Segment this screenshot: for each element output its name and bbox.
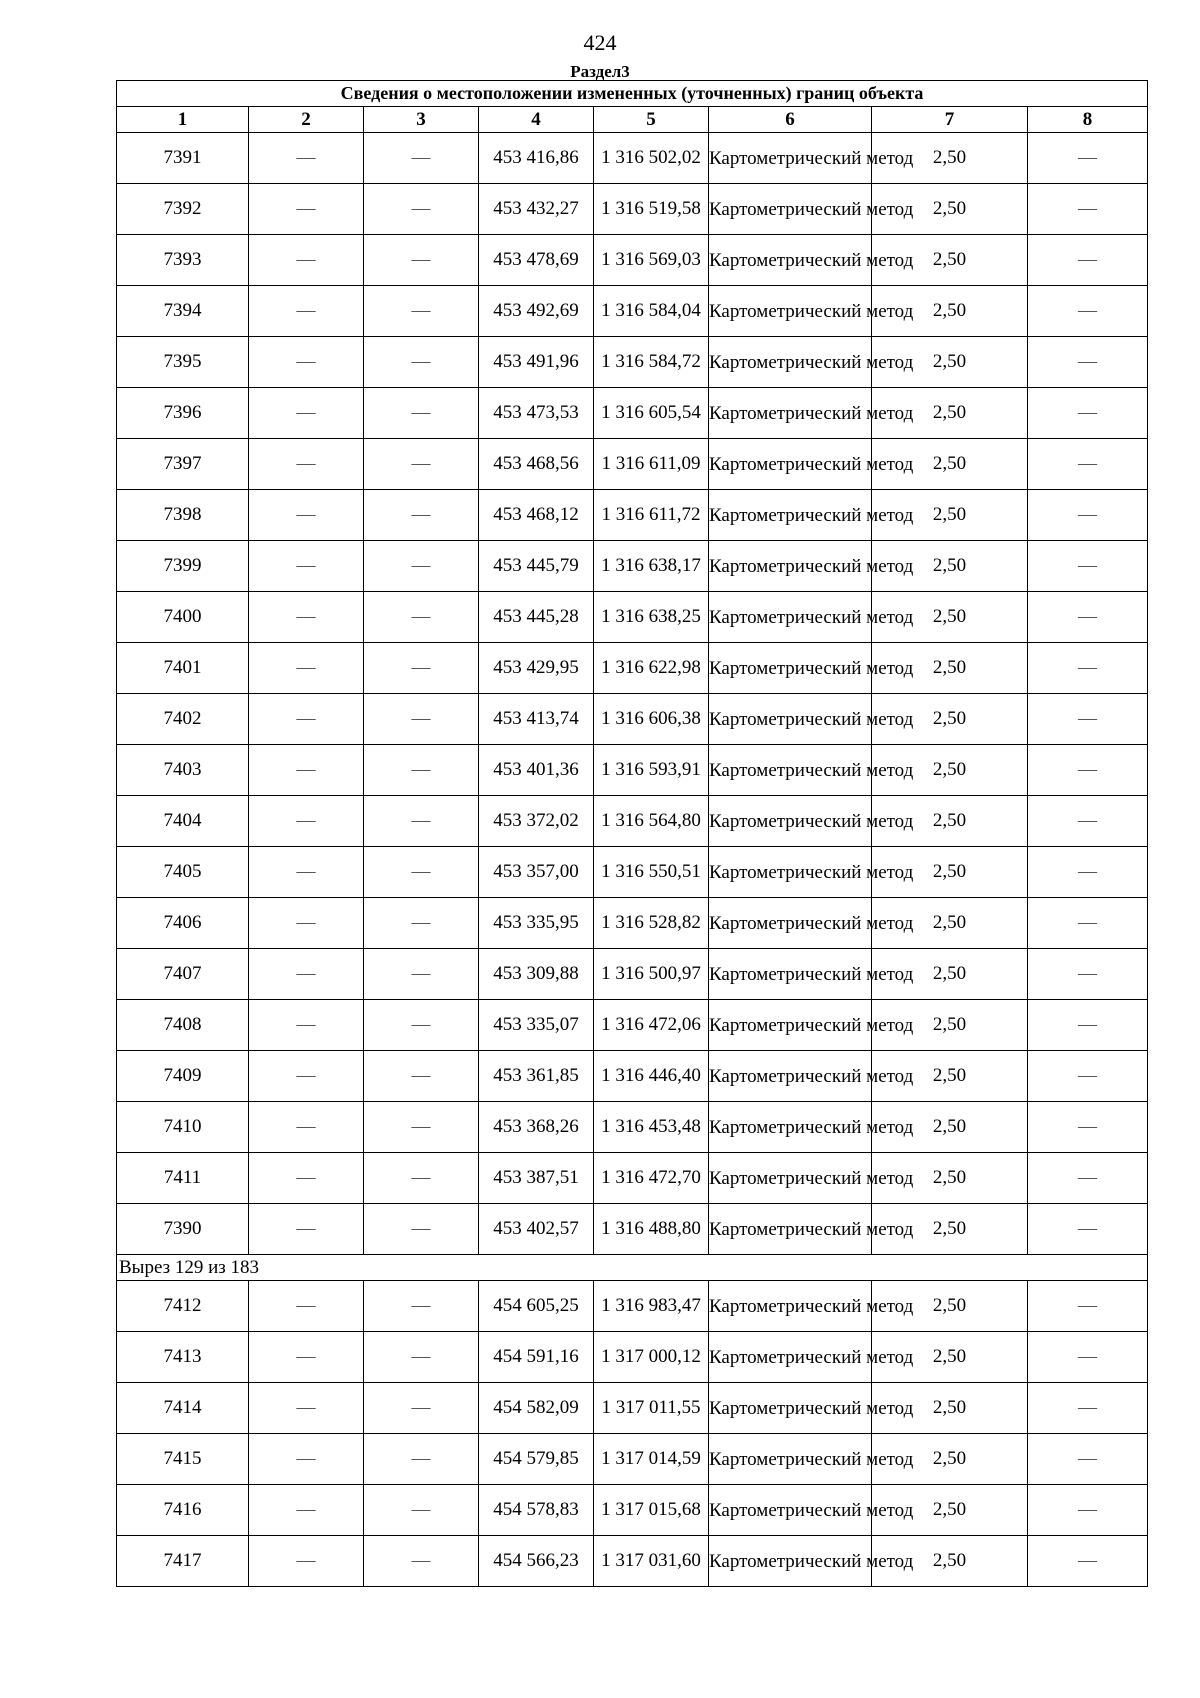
method-cell: Картометрический метод [709,1000,872,1051]
col8-cell: — [1028,1102,1148,1153]
column-header: 8 [1028,107,1148,133]
table-row [117,541,1148,592]
x-coordinate-cell: 453 445,28 [479,592,594,643]
method-cell: Картометрический метод [709,1281,872,1332]
table-row [117,184,1148,235]
x-coordinate-cell: 453 468,12 [479,490,594,541]
col2-cell: — [249,1536,364,1587]
col3-cell: — [364,439,479,490]
point-number-cell: 7411 [117,1153,249,1204]
point-number-cell: 7396 [117,388,249,439]
y-coordinate-cell: 1 316 593,91 [594,745,709,796]
method-cell: Картометрический метод [709,643,872,694]
column-header: 7 [872,107,1028,133]
col3-cell: — [364,1332,479,1383]
table-row [117,133,1148,184]
col8-cell: — [1028,337,1148,388]
column-header: 1 [117,107,249,133]
x-coordinate-cell: 454 578,83 [479,1485,594,1536]
column-header: 5 [594,107,709,133]
table-row [117,898,1148,949]
y-coordinate-cell: 1 316 584,04 [594,286,709,337]
y-coordinate-cell: 1 317 015,68 [594,1485,709,1536]
x-coordinate-cell: 453 416,86 [479,133,594,184]
point-number-cell: 7408 [117,1000,249,1051]
col2-cell: — [249,1383,364,1434]
point-number-cell: 7394 [117,286,249,337]
point-number-cell: 7409 [117,1051,249,1102]
col3-cell: — [364,847,479,898]
col8-cell: — [1028,1485,1148,1536]
col2-cell: — [249,337,364,388]
col3-cell: — [364,541,479,592]
method-cell: Картометрический метод [709,184,872,235]
x-coordinate-cell: 453 473,53 [479,388,594,439]
subsection-label: Вырез 129 из 183 [117,1255,1148,1281]
col3-cell: — [364,133,479,184]
y-coordinate-cell: 1 316 528,82 [594,898,709,949]
point-number-cell: 7393 [117,235,249,286]
table-row [117,1102,1148,1153]
table-row [117,796,1148,847]
col2-cell: — [249,490,364,541]
method-cell: Картометрический метод [709,235,872,286]
x-coordinate-cell: 453 368,26 [479,1102,594,1153]
point-number-cell: 7410 [117,1102,249,1153]
col8-cell: — [1028,541,1148,592]
y-coordinate-cell: 1 316 638,17 [594,541,709,592]
table-row [117,847,1148,898]
accuracy-cell: 2,50 [872,898,1028,949]
y-coordinate-cell: 1 316 453,48 [594,1102,709,1153]
point-number-cell: 7414 [117,1383,249,1434]
col2-cell: — [249,694,364,745]
col3-cell: — [364,184,479,235]
point-number-cell: 7417 [117,1536,249,1587]
method-cell: Картометрический метод [709,1485,872,1536]
accuracy-cell: 2,50 [872,286,1028,337]
subsection-row [117,1255,1148,1281]
accuracy-cell: 2,50 [872,337,1028,388]
col8-cell: — [1028,1281,1148,1332]
method-cell: Картометрический метод [709,337,872,388]
method-cell: Картометрический метод [709,1536,872,1587]
point-number-cell: 7407 [117,949,249,1000]
col8-cell: — [1028,1000,1148,1051]
point-number-cell: 7415 [117,1434,249,1485]
method-cell: Картометрический метод [709,133,872,184]
col8-cell: — [1028,949,1148,1000]
accuracy-cell: 2,50 [872,1281,1028,1332]
col8-cell: — [1028,694,1148,745]
y-coordinate-cell: 1 317 000,12 [594,1332,709,1383]
col3-cell: — [364,1153,479,1204]
x-coordinate-cell: 454 605,25 [479,1281,594,1332]
col8-cell: — [1028,133,1148,184]
table-row [117,592,1148,643]
y-coordinate-cell: 1 316 550,51 [594,847,709,898]
x-coordinate-cell: 453 309,88 [479,949,594,1000]
y-coordinate-cell: 1 316 622,98 [594,643,709,694]
point-number-cell: 7412 [117,1281,249,1332]
point-number-cell: 7400 [117,592,249,643]
x-coordinate-cell: 453 335,95 [479,898,594,949]
col8-cell: — [1028,439,1148,490]
col3-cell: — [364,592,479,643]
col2-cell: — [249,1051,364,1102]
point-number-cell: 7395 [117,337,249,388]
col2-cell: — [249,1153,364,1204]
col2-cell: — [249,439,364,490]
col2-cell: — [249,1332,364,1383]
accuracy-cell: 2,50 [872,1153,1028,1204]
x-coordinate-cell: 453 492,69 [479,286,594,337]
y-coordinate-cell: 1 316 446,40 [594,1051,709,1102]
col8-cell: — [1028,847,1148,898]
col8-cell: — [1028,235,1148,286]
accuracy-cell: 2,50 [872,1102,1028,1153]
col2-cell: — [249,796,364,847]
table-row [117,745,1148,796]
x-coordinate-cell: 453 402,57 [479,1204,594,1255]
section-label: Раздел3 [570,62,630,81]
col8-cell: — [1028,796,1148,847]
col8-cell: — [1028,490,1148,541]
col2-cell: — [249,592,364,643]
col8-cell: — [1028,1434,1148,1485]
accuracy-cell: 2,50 [872,949,1028,1000]
col3-cell: — [364,949,479,1000]
method-cell: Картометрический метод [709,1102,872,1153]
table-row [117,337,1148,388]
col3-cell: — [364,898,479,949]
accuracy-cell: 2,50 [872,490,1028,541]
table-row [117,1281,1148,1332]
table-row [117,1536,1148,1587]
x-coordinate-cell: 453 491,96 [479,337,594,388]
accuracy-cell: 2,50 [872,745,1028,796]
y-coordinate-cell: 1 316 569,03 [594,235,709,286]
y-coordinate-cell: 1 316 488,80 [594,1204,709,1255]
accuracy-cell: 2,50 [872,133,1028,184]
method-cell: Картометрический метод [709,796,872,847]
col3-cell: — [364,1204,479,1255]
page-number: 424 [583,30,617,55]
accuracy-cell: 2,50 [872,1434,1028,1485]
y-coordinate-cell: 1 316 606,38 [594,694,709,745]
accuracy-cell: 2,50 [872,388,1028,439]
table-row [117,1485,1148,1536]
method-cell: Картометрический метод [709,1434,872,1485]
x-coordinate-cell: 453 468,56 [479,439,594,490]
x-coordinate-cell: 453 429,95 [479,643,594,694]
y-coordinate-cell: 1 316 519,58 [594,184,709,235]
col3-cell: — [364,1000,479,1051]
point-number-cell: 7392 [117,184,249,235]
accuracy-cell: 2,50 [872,439,1028,490]
column-header-row [117,107,1148,133]
table-row [117,1153,1148,1204]
method-cell: Картометрический метод [709,847,872,898]
y-coordinate-cell: 1 316 638,25 [594,592,709,643]
col2-cell: — [249,847,364,898]
y-coordinate-cell: 1 316 564,80 [594,796,709,847]
col3-cell: — [364,1281,479,1332]
accuracy-cell: 2,50 [872,235,1028,286]
y-coordinate-cell: 1 317 011,55 [594,1383,709,1434]
x-coordinate-cell: 454 579,85 [479,1434,594,1485]
accuracy-cell: 2,50 [872,184,1028,235]
col2-cell: — [249,235,364,286]
accuracy-cell: 2,50 [872,1485,1028,1536]
col3-cell: — [364,1434,479,1485]
col8-cell: — [1028,592,1148,643]
y-coordinate-cell: 1 316 500,97 [594,949,709,1000]
method-cell: Картометрический метод [709,1332,872,1383]
col2-cell: — [249,898,364,949]
table-row [117,490,1148,541]
x-coordinate-cell: 454 591,16 [479,1332,594,1383]
column-header: 4 [479,107,594,133]
col2-cell: — [249,388,364,439]
col2-cell: — [249,1281,364,1332]
col3-cell: — [364,643,479,694]
method-cell: Картометрический метод [709,949,872,1000]
col3-cell: — [364,1383,479,1434]
col3-cell: — [364,490,479,541]
col3-cell: — [364,388,479,439]
accuracy-cell: 2,50 [872,1051,1028,1102]
y-coordinate-cell: 1 316 472,70 [594,1153,709,1204]
table-row [117,1332,1148,1383]
col2-cell: — [249,286,364,337]
accuracy-cell: 2,50 [872,1000,1028,1051]
col3-cell: — [364,286,479,337]
method-cell: Картометрический метод [709,694,872,745]
col3-cell: — [364,1051,479,1102]
table-row [117,1000,1148,1051]
y-coordinate-cell: 1 316 983,47 [594,1281,709,1332]
col2-cell: — [249,541,364,592]
point-number-cell: 7398 [117,490,249,541]
col2-cell: — [249,643,364,694]
column-header: 6 [709,107,872,133]
x-coordinate-cell: 453 357,00 [479,847,594,898]
accuracy-cell: 2,50 [872,847,1028,898]
x-coordinate-cell: 453 401,36 [479,745,594,796]
boundary-coordinates-table [116,80,1148,1587]
method-cell: Картометрический метод [709,1153,872,1204]
table-row [117,949,1148,1000]
method-cell: Картометрический метод [709,898,872,949]
column-header: 3 [364,107,479,133]
col2-cell: — [249,133,364,184]
col3-cell: — [364,694,479,745]
y-coordinate-cell: 1 317 031,60 [594,1536,709,1587]
table-row [117,1051,1148,1102]
x-coordinate-cell: 454 566,23 [479,1536,594,1587]
col3-cell: — [364,1536,479,1587]
y-coordinate-cell: 1 317 014,59 [594,1434,709,1485]
x-coordinate-cell: 453 478,69 [479,235,594,286]
x-coordinate-cell: 453 413,74 [479,694,594,745]
column-header: 2 [249,107,364,133]
col8-cell: — [1028,1383,1148,1434]
col2-cell: — [249,745,364,796]
col8-cell: — [1028,286,1148,337]
accuracy-cell: 2,50 [872,1204,1028,1255]
y-coordinate-cell: 1 316 472,06 [594,1000,709,1051]
col3-cell: — [364,235,479,286]
col8-cell: — [1028,898,1148,949]
col8-cell: — [1028,184,1148,235]
col2-cell: — [249,949,364,1000]
col3-cell: — [364,337,479,388]
col2-cell: — [249,1485,364,1536]
table-row [117,1204,1148,1255]
point-number-cell: 7390 [117,1204,249,1255]
col8-cell: — [1028,745,1148,796]
point-number-cell: 7399 [117,541,249,592]
accuracy-cell: 2,50 [872,1536,1028,1587]
table-caption: Сведения о местоположении измененных (уточненных) границ объекта [117,81,1148,107]
x-coordinate-cell: 453 372,02 [479,796,594,847]
table-row [117,286,1148,337]
point-number-cell: 7413 [117,1332,249,1383]
y-coordinate-cell: 1 316 611,09 [594,439,709,490]
point-number-cell: 7405 [117,847,249,898]
table-body [117,133,1148,1587]
col3-cell: — [364,745,479,796]
method-cell: Картометрический метод [709,1383,872,1434]
x-coordinate-cell: 453 361,85 [479,1051,594,1102]
x-coordinate-cell: 453 445,79 [479,541,594,592]
accuracy-cell: 2,50 [872,643,1028,694]
y-coordinate-cell: 1 316 605,54 [594,388,709,439]
table-row [117,235,1148,286]
col8-cell: — [1028,1332,1148,1383]
table-row [117,694,1148,745]
col2-cell: — [249,1102,364,1153]
accuracy-cell: 2,50 [872,796,1028,847]
y-coordinate-cell: 1 316 611,72 [594,490,709,541]
col8-cell: — [1028,643,1148,694]
method-cell: Картометрический метод [709,1204,872,1255]
method-cell: Картометрический метод [709,1051,872,1102]
accuracy-cell: 2,50 [872,541,1028,592]
point-number-cell: 7401 [117,643,249,694]
col8-cell: — [1028,1051,1148,1102]
table-row [117,1434,1148,1485]
x-coordinate-cell: 454 582,09 [479,1383,594,1434]
accuracy-cell: 2,50 [872,694,1028,745]
table-row [117,643,1148,694]
x-coordinate-cell: 453 387,51 [479,1153,594,1204]
accuracy-cell: 2,50 [872,1383,1028,1434]
table-row [117,388,1148,439]
col8-cell: — [1028,388,1148,439]
col2-cell: — [249,1204,364,1255]
method-cell: Картометрический метод [709,286,872,337]
x-coordinate-cell: 453 335,07 [479,1000,594,1051]
x-coordinate-cell: 453 432,27 [479,184,594,235]
method-cell: Картометрический метод [709,745,872,796]
point-number-cell: 7397 [117,439,249,490]
col8-cell: — [1028,1153,1148,1204]
point-number-cell: 7391 [117,133,249,184]
col2-cell: — [249,184,364,235]
point-number-cell: 7404 [117,796,249,847]
y-coordinate-cell: 1 316 502,02 [594,133,709,184]
method-cell: Картометрический метод [709,592,872,643]
col8-cell: — [1028,1536,1148,1587]
col3-cell: — [364,1102,479,1153]
col2-cell: — [249,1000,364,1051]
point-number-cell: 7416 [117,1485,249,1536]
col2-cell: — [249,1434,364,1485]
accuracy-cell: 2,50 [872,592,1028,643]
table-row [117,1383,1148,1434]
y-coordinate-cell: 1 316 584,72 [594,337,709,388]
method-cell: Картометрический метод [709,439,872,490]
method-cell: Картометрический метод [709,541,872,592]
method-cell: Картометрический метод [709,388,872,439]
col8-cell: — [1028,1204,1148,1255]
point-number-cell: 7402 [117,694,249,745]
col3-cell: — [364,796,479,847]
accuracy-cell: 2,50 [872,1332,1028,1383]
col3-cell: — [364,1485,479,1536]
point-number-cell: 7406 [117,898,249,949]
point-number-cell: 7403 [117,745,249,796]
method-cell: Картометрический метод [709,490,872,541]
table-row [117,439,1148,490]
